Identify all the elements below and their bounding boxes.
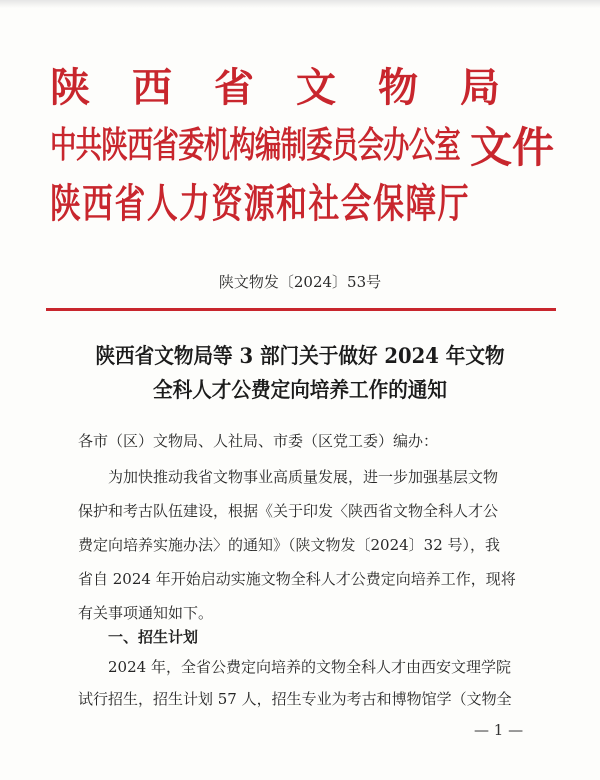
notice-title-line-2: 全科人才公费定向培养工作的通知 xyxy=(153,377,447,402)
notice-title-line-1: 陕西省文物局等 3 部门关于做好 2024 年文物 xyxy=(95,343,505,368)
document-number: 陕文物发〔2024〕53号 xyxy=(218,273,382,291)
issuer-header-line-3: 陕西省人力资源和社会保障厅 xyxy=(50,180,470,227)
salutation: 各市（区）文物局、人社局、市委（区党工委）编办： xyxy=(78,432,439,450)
red-divider-rule xyxy=(46,308,556,311)
paragraph-1-line: 保护和考古队伍建设，根据《关于印发〈陕西省文物全科人才公 xyxy=(78,502,499,520)
paragraph-2-line: 2024 年，全省公费定向培养的文物全科人才由西安文理学院 xyxy=(108,658,511,676)
paragraph-1-line: 有关事项通知如下。 xyxy=(78,604,214,622)
document-word: 文件 xyxy=(470,123,555,172)
paragraph-1-line: 费定向培养实施办法〉的通知》（陕文物发〔2024〕32 号），我 xyxy=(78,536,501,554)
issuer-header-line-1: 陕西省文物局 xyxy=(50,64,542,111)
paragraph-2-line: 试行招生，招生计划 57 人，招生专业为考古和博物馆学（文物全 xyxy=(78,690,512,708)
page-number: — 1 — xyxy=(474,721,524,739)
paragraph-1-line: 省自 2024 年开始启动实施文物全科人才公费定向培养工作，现将 xyxy=(78,570,516,588)
paragraph-1-line: 为加快推动我省文物事业高质量发展，进一步加强基层文物 xyxy=(108,468,499,486)
section-heading-enrollment-plan: 一、招生计划 xyxy=(108,628,199,646)
scan-top-edge xyxy=(0,0,600,8)
issuer-header-line-2: 中共陕西省委机构编制委员会办公室 xyxy=(50,124,461,166)
